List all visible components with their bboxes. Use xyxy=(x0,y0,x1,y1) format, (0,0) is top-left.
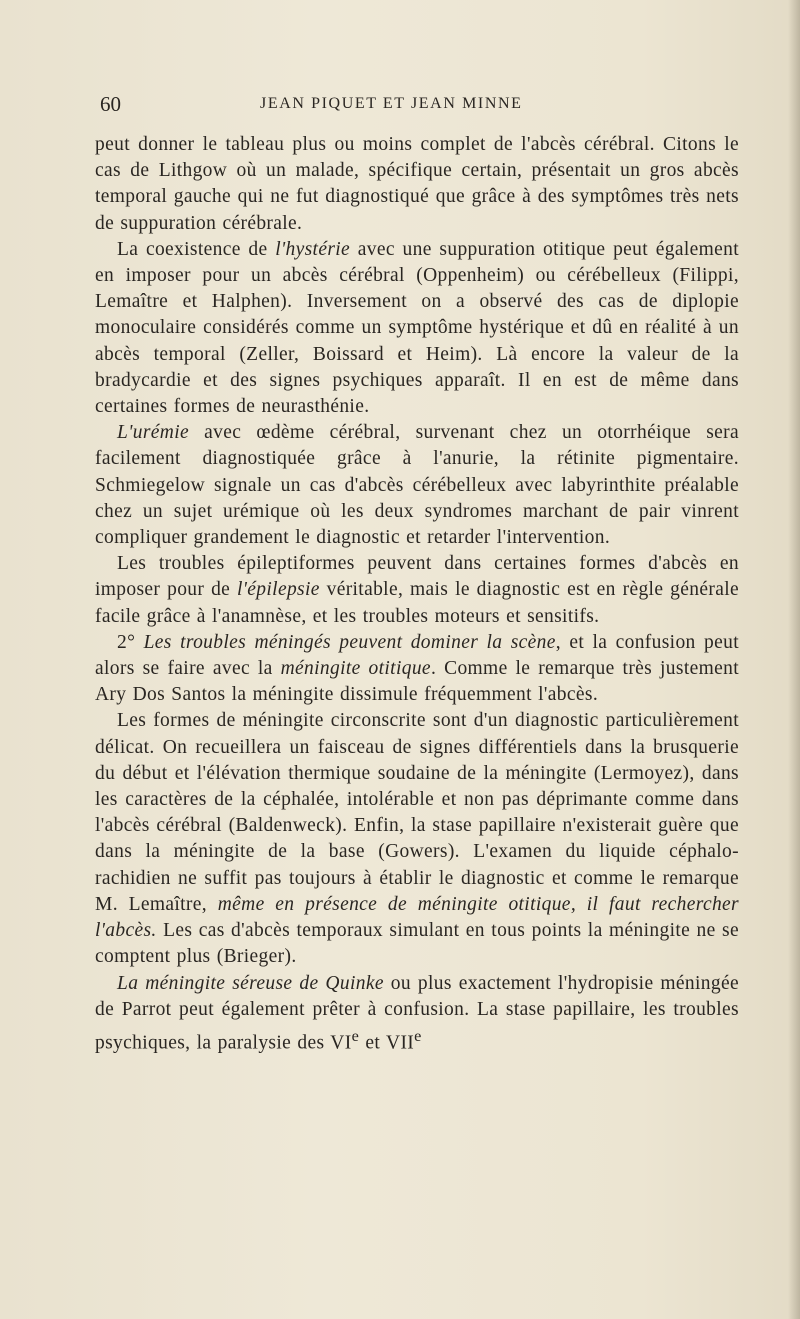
page-number: 60 xyxy=(100,92,121,116)
italic-term: méningite otitique xyxy=(280,658,431,680)
paragraph: La coexistence de l'hystérie avec une suppuration otitique peut également en imposer pour un abcès cérébral (Oppenheim) ou cérébelleux (Filippi, Lemaître et Halphen). Inversement on a observé des cas de diplopie monoculaire considérés comme un symptôme hystérique et dû en réalité à un abcès temporal (Zeller, Boissard et Heim). Là encore la valeur de la bradycardie et des signes psychiques apparaît. Il en est de même dans certaines formes de neurasthénie. xyxy=(95,238,739,418)
italic-term: même en présence de méningite otitique, il faut rechercher l'abcès. xyxy=(95,893,739,942)
italic-term: Les troubles méningés peuvent dominer la scène xyxy=(143,631,556,653)
page-header xyxy=(100,92,750,122)
paragraph: Les formes de méningite circonscrite sont d'un diagnostic particulièrement délicat. On recueillera un faisceau de signes différentiels dans la brusquerie du début et l'élévation thermique soudaine de la méningite (Lermoyez), dans les caractères de la céphalée, intolérable et non pas déprimante comme dans l'abcès cérébral (Baldenweck). Enfin, la stase papillaire n'existerait guère que dans la méningite de la base (Gowers). L'examen du liquide céphalo-rachidien ne suffit pas toujours à établir le diagnostic et comme le remarque M. Lemaître, même en présence de méningite otitique, il faut rechercher l'abcès. Les cas d'abcès temporaux simulant en tous points la méningite ne se comptent plus (Brieger). xyxy=(95,710,739,968)
paragraph: Les troubles épileptiformes peuvent dans certaines formes d'abcès en imposer pour de l'épilepsie véritable, mais le diagnostic est en règle générale facile grâce à l'anamnèse, et les troubles moteurs et sensitifs. xyxy=(95,553,739,627)
italic-term: La méningite séreuse de Quinke xyxy=(117,972,384,994)
running-head: JEAN PIQUET ET JEAN MINNE xyxy=(260,95,523,112)
paragraph: peut donner le tableau plus ou moins complet de l'abcès cérébral. Citons le cas de Lithgow où un malade, spécifique certain, présentait un gros abcès temporal gauche qui ne fut diagnostiqué que grâce à des symptômes très nets de suppuration cérébrale. xyxy=(95,134,739,234)
superscript: e xyxy=(414,1026,422,1045)
italic-term: l'hystérie xyxy=(275,238,351,260)
body-text xyxy=(95,132,739,1057)
page-edge-shadow xyxy=(788,0,800,1319)
italic-term: L'urémie xyxy=(117,422,189,444)
paragraph: 2° Les troubles méningés peuvent dominer la scène, et la confusion peut alors se faire avec la méningite otitique. Comme le remarque très justement Ary Dos Santos la méningite dissimule fréquemment l'abcès. xyxy=(95,631,739,706)
paragraph: La méningite séreuse de Quinke ou plus exactement l'hydropisie méningée de Parrot peut également prêter à confusion. La stase papillaire, les troubles psychiques, la paralysie des VIe et VIIe xyxy=(95,972,739,1054)
italic-term: l'épilepsie xyxy=(237,579,320,601)
paragraph: L'urémie avec œdème cérébral, survenant chez un otorrhéique sera facilement diagnostiquée grâce à l'anurie, la rétinite pigmentaire. Schmiegelow signale un cas d'abcès cérébelleux avec labyrinthite préalable chez un sujet urémique où les deux syndromes marchant de pair vinrent compliquer grandement le diagnostic et retarder l'intervention. xyxy=(95,422,739,549)
superscript: e xyxy=(351,1026,360,1045)
